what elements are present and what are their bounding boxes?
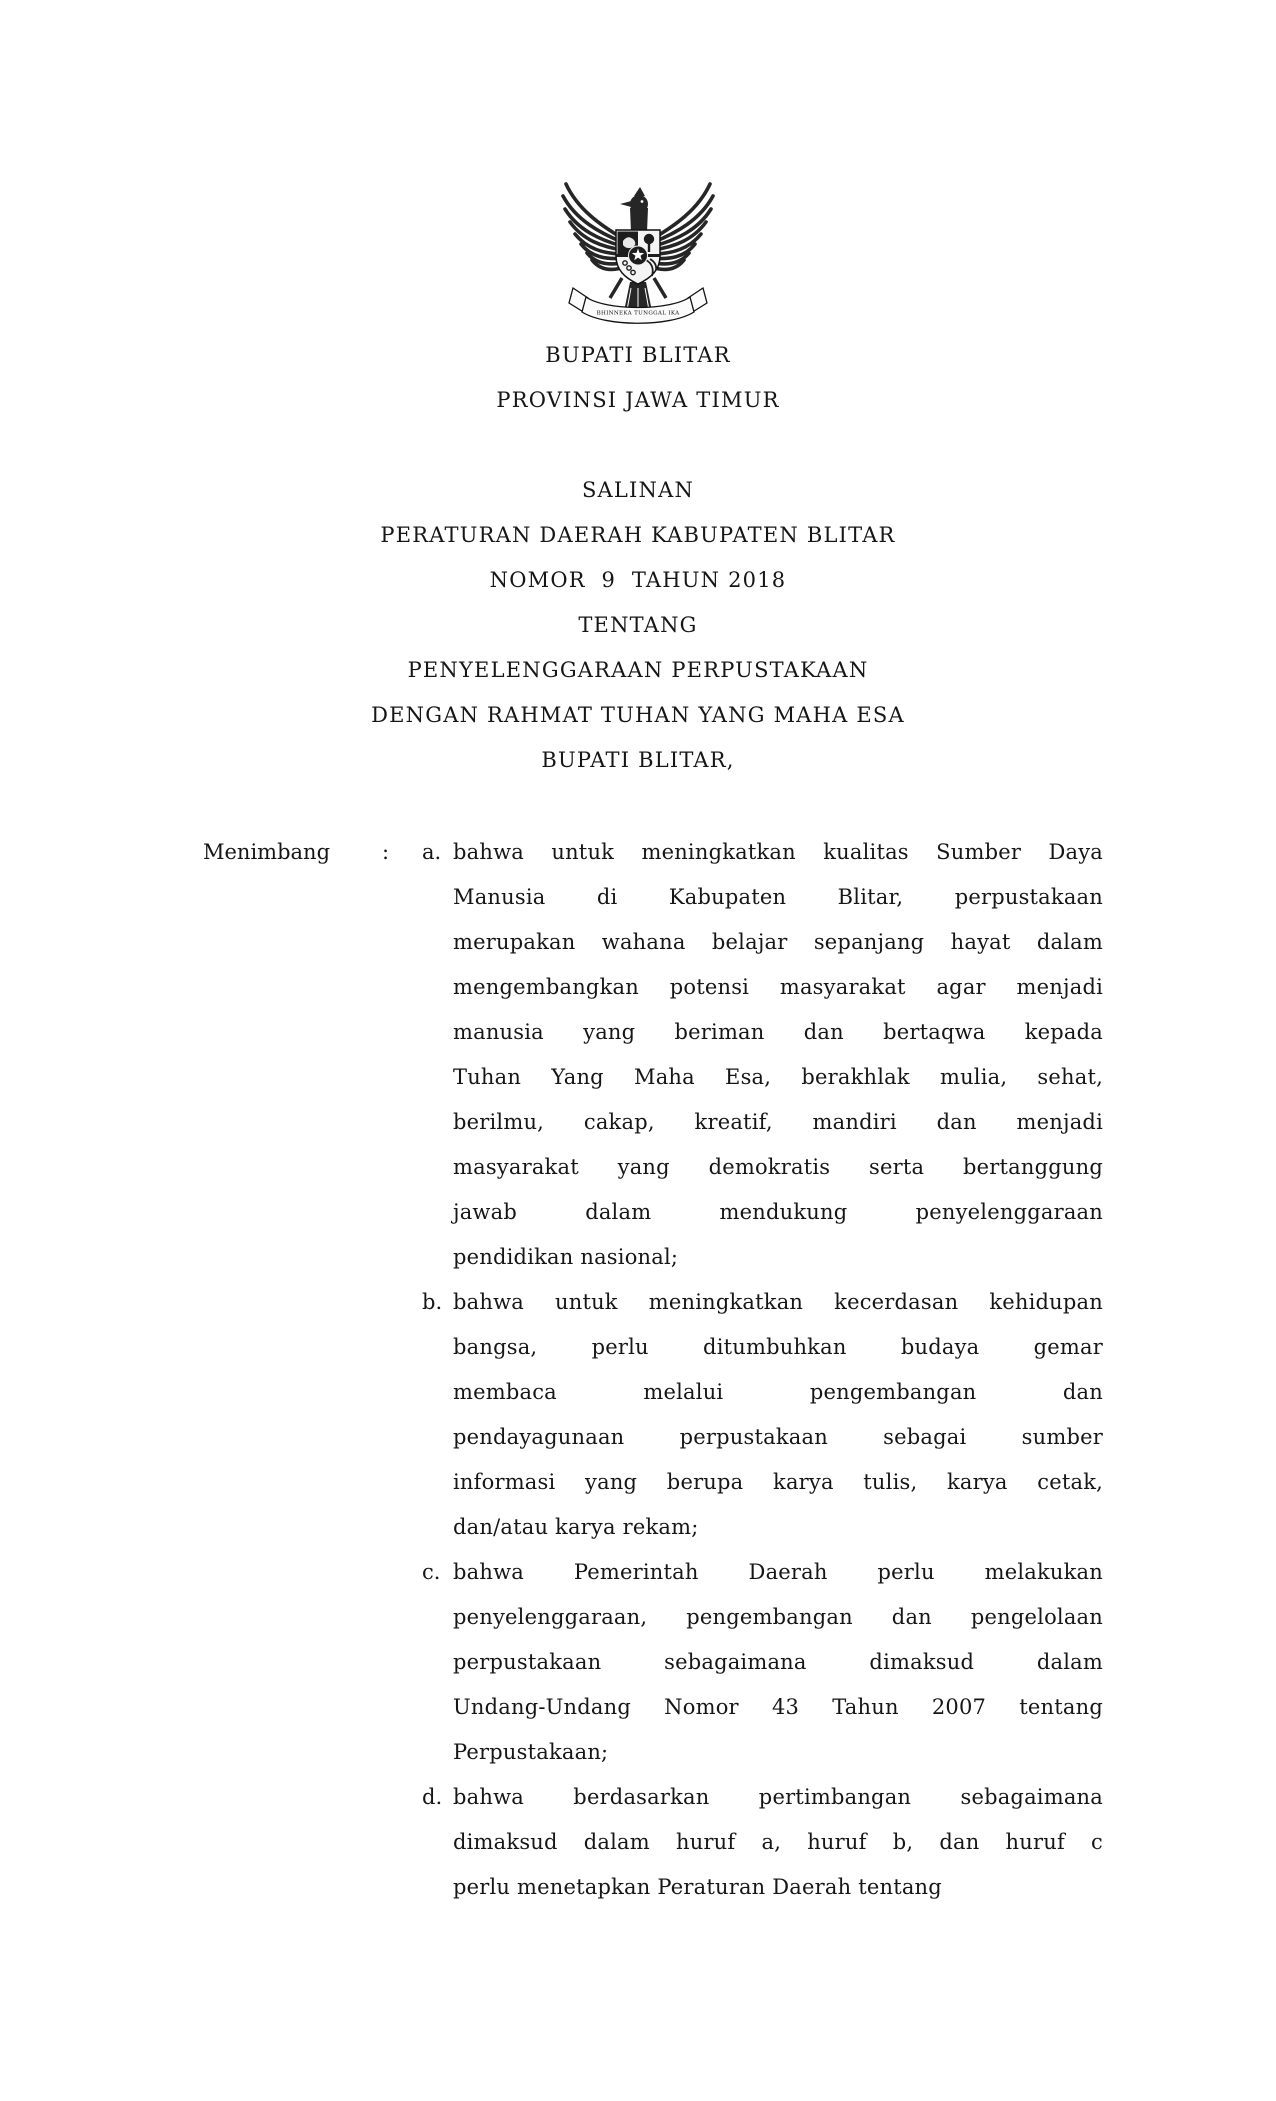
text-line: Tuhan Yang Maha Esa, berakhlak mulia, sehat, [453, 1065, 1103, 1089]
considerations-list [422, 830, 1103, 1910]
considerations-colon: : [382, 840, 390, 864]
document-header [0, 333, 1276, 423]
document-title-block [0, 468, 1276, 783]
province-title: PROVINSI JAWA TIMUR [496, 388, 780, 412]
text-line: perpustakaan sebagaimana dimaksud dalam [453, 1650, 1103, 1674]
text-line: bahwa untuk meningkatkan kualitas Sumber Daya [453, 840, 1103, 864]
text-line: bahwa berdasarkan pertimbangan sebagaimana [453, 1785, 1103, 1809]
regulation-number: NOMOR 9 TAHUN 2018 [489, 568, 787, 592]
text-line: perlu menetapkan Peraturan Daerah tentang [453, 1875, 942, 1899]
text-line: Perpustakaan; [453, 1740, 609, 1764]
text-line: merupakan wahana belajar sepanjang hayat dalam [453, 930, 1103, 954]
consideration-item-b [422, 1280, 1103, 1550]
item-text [453, 1550, 1103, 1775]
copy-type-label: SALINAN [581, 478, 695, 502]
invocation-line: DENGAN RAHMAT TUHAN YANG MAHA ESA [371, 703, 905, 727]
text-line: berilmu, cakap, kreatif, mandiri dan menjadi [453, 1110, 1103, 1134]
text-line: bahwa Pemerintah Daerah perlu melakukan [453, 1560, 1103, 1584]
item-letter: b. [422, 1290, 443, 1314]
text-line: dimaksud dalam huruf a, huruf b, dan huruf c [453, 1830, 1103, 1854]
garuda-pancasila-emblem [558, 178, 722, 338]
text-line: dan/atau karya rekam; [453, 1515, 699, 1539]
text-line: mengembangkan potensi masyarakat agar menjadi [453, 975, 1103, 999]
regulation-subject: PENYELENGGARAAN PERPUSTAKAAN [407, 658, 869, 682]
item-letter: c. [422, 1560, 441, 1584]
considerations-section [203, 830, 1103, 1910]
about-label: TENTANG [578, 613, 698, 637]
item-letter: a. [422, 840, 442, 864]
text-line: Undang-Undang Nomor 43 Tahun 2007 tentang [453, 1695, 1103, 1719]
text-line: masyarakat yang demokratis serta bertanggung [453, 1155, 1103, 1179]
text-line: Manusia di Kabupaten Blitar, perpustakaan [453, 885, 1103, 909]
text-line: pendayagunaan perpustakaan sebagai sumber [453, 1425, 1103, 1449]
considerations-label: Menimbang [203, 840, 331, 864]
garuda-pancasila-icon [558, 178, 722, 338]
text-line: bangsa, perlu ditumbuhkan budaya gemar [453, 1335, 1103, 1359]
text-line: pendidikan nasional; [453, 1245, 679, 1269]
issuer-title: BUPATI BLITAR [545, 343, 731, 367]
item-letter: d. [422, 1785, 443, 1809]
consideration-item-c [422, 1550, 1103, 1775]
text-line: jawab dalam mendukung penyelenggaraan [453, 1200, 1103, 1224]
consideration-item-d [422, 1775, 1103, 1910]
text-line: manusia yang beriman dan bertaqwa kepada [453, 1020, 1103, 1044]
item-text [453, 830, 1103, 1280]
issuer-signature-title: BUPATI BLITAR, [541, 748, 735, 772]
text-line: penyelenggaraan, pengembangan dan pengelolaan [453, 1605, 1103, 1629]
text-line: informasi yang berupa karya tulis, karya cetak, [453, 1470, 1103, 1494]
regulation-title: PERATURAN DAERAH KABUPATEN BLITAR [380, 523, 896, 547]
item-text [453, 1280, 1103, 1550]
text-line: membaca melalui pengembangan dan [453, 1380, 1103, 1404]
text-line: bahwa untuk meningkatkan kecerdasan kehidupan [453, 1290, 1103, 1314]
emblem-motto: BHINNEKA TUNGGAL IKA [596, 310, 680, 317]
consideration-item-a [422, 830, 1103, 1280]
item-text [453, 1775, 1103, 1910]
